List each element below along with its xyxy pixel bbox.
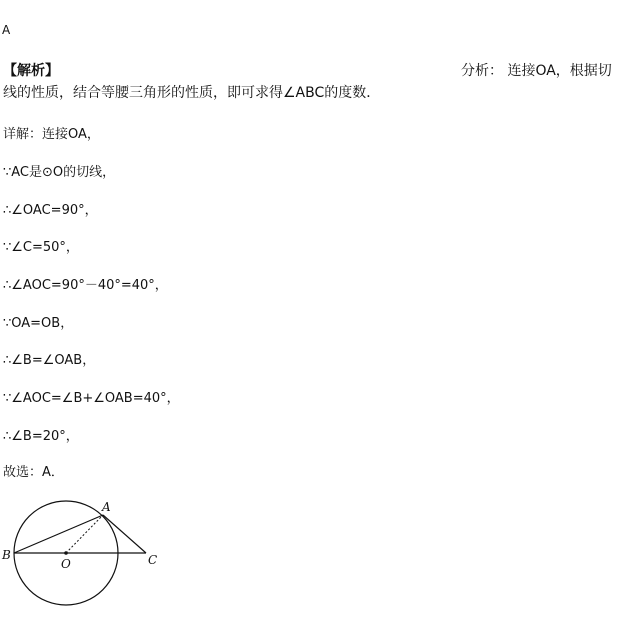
- solution-step-9: ∴∠B=20°，: [3, 429, 79, 444]
- label-o: O: [61, 557, 71, 571]
- solution-step-6: ∵OA=OB，: [3, 316, 74, 331]
- solution-step-10: 故选：A．: [3, 465, 64, 480]
- label-b: B: [2, 548, 11, 562]
- center-point-o: [64, 551, 68, 555]
- analysis-text-start: 分析： 连接OA，根据切: [461, 63, 612, 79]
- solution-step-7: ∴∠B=∠OAB，: [3, 353, 96, 368]
- solution-step-1: 详解：连接OA，: [3, 127, 100, 142]
- label-a: A: [102, 500, 111, 514]
- label-c: C: [148, 553, 158, 567]
- answer-choice: A: [2, 23, 11, 37]
- solution-step-4: ∵∠C=50°，: [3, 240, 79, 255]
- tangent-ac: [103, 515, 146, 553]
- segment-ba: [14, 515, 103, 553]
- analysis-text-continued: 线的性质，结合等腰三角形的性质，即可求得∠ABC的度数．: [3, 85, 381, 101]
- geometry-figure: [0, 495, 180, 615]
- solution-step-3: ∴∠OAC=90°，: [3, 203, 98, 218]
- solution-step-2: ∵AC是⊙O的切线，: [3, 165, 116, 180]
- solution-step-8: ∵∠AOC=∠B+∠OAB=40°，: [3, 391, 180, 406]
- solution-step-5: ∴∠AOC=90°－40°=40°，: [3, 278, 168, 293]
- radius-oa-dashed: [66, 515, 103, 553]
- solution-heading: 【解析】: [3, 63, 59, 79]
